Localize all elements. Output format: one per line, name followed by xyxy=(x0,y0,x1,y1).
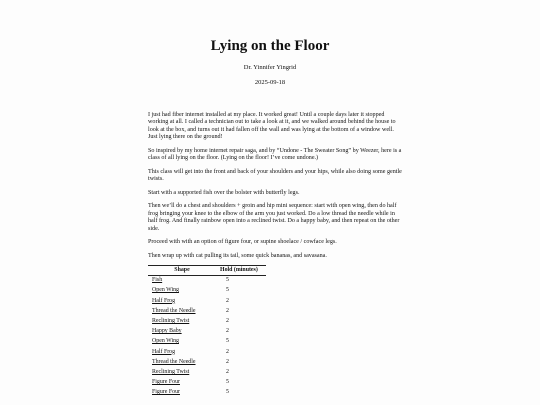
table-row xyxy=(148,327,266,337)
paragraph-sequence: Then we’ll do a chest and shoulders + groin and hip mini sequence: start with open wing, then do half frog bringing your knee to the elbow of the arm you just worked. Do a low thread the needle while in half frog. And finally rainbow open into a reclined twist. Do a happy baby, and then repeat on the other side. xyxy=(148,203,400,232)
hold-value: 5 xyxy=(226,277,229,284)
table-row xyxy=(148,276,266,287)
shape-link[interactable]: Open Wing xyxy=(152,287,179,294)
table-row xyxy=(148,307,266,317)
paragraph-intro: I just had fiber internet installed at my place. It worked great! Until a couple days later it stopped working at all. I called a technician out to take a look at it, and we walked around behind the house to look at the box, and turns out it had fallen off the wall and was lying at the bottom of a window well. Just lying there on the ground! xyxy=(148,112,396,141)
hold-value: 5 xyxy=(226,389,229,396)
column-header-hold: Hold (minutes) xyxy=(216,266,266,276)
hold-value: 2 xyxy=(226,297,229,304)
paragraph-proceed: Proceed with with an option of figure four, or supine shoelace / cowface legs. xyxy=(148,239,337,246)
table-row xyxy=(148,388,266,398)
table-header-row xyxy=(148,266,266,276)
shape-link[interactable]: Happy Baby xyxy=(152,328,182,335)
table-row xyxy=(148,368,266,378)
table-row xyxy=(148,337,266,347)
hold-value: 5 xyxy=(226,379,229,386)
hold-value: 2 xyxy=(226,358,229,365)
paragraph-start: Start with a supported fish over the bolster with butterfly legs. xyxy=(148,189,300,196)
paragraph-wrapup: Then wrap up with cat pulling its tail, some quick bananas, and savasana. xyxy=(148,252,327,259)
author-line: Dr. Yinnifer Yingrid xyxy=(243,64,297,71)
hold-value: 2 xyxy=(226,328,229,335)
shape-link[interactable]: Reclining Twist xyxy=(152,368,190,375)
shape-link[interactable]: Figure Four xyxy=(152,389,180,396)
shape-link[interactable]: Fish xyxy=(152,277,163,284)
hold-value: 5 xyxy=(226,338,229,345)
shape-link[interactable]: Thread the Needle xyxy=(152,358,196,365)
shape-link[interactable]: Reclining Twist xyxy=(152,318,190,325)
shape-link[interactable]: Figure Four xyxy=(152,379,180,386)
shape-link[interactable]: Half Frog xyxy=(152,297,176,304)
shape-link[interactable]: Half Frog xyxy=(152,348,176,355)
hold-value: 2 xyxy=(226,368,229,375)
paragraph-overview: This class will get into the front and back of your shoulders and your hips, while also doing some gentle twists. xyxy=(148,168,402,183)
shape-link[interactable]: Thread the Needle xyxy=(152,307,196,314)
hold-value: 2 xyxy=(226,348,229,355)
paragraph-inspiration: So inspired by my home internet repair saga, and by “Undone - The Sweater Song” by Weezer, here is a class of all lying on the floor. (Lying on the floor! I’ve come undone.) xyxy=(148,147,402,162)
hold-value: 2 xyxy=(226,307,229,314)
table-row xyxy=(148,347,266,357)
article-body xyxy=(148,112,404,398)
page-title: Lying on the Floor xyxy=(210,38,330,54)
table-row xyxy=(148,286,266,296)
table-row xyxy=(148,317,266,327)
shape-hold-table xyxy=(148,265,266,398)
table-row xyxy=(148,378,266,388)
shape-link[interactable]: Open Wing xyxy=(152,338,179,345)
table-row xyxy=(148,296,266,306)
hold-value: 5 xyxy=(226,287,229,294)
date-line: 2025-09-18 xyxy=(254,79,286,86)
table-row xyxy=(148,358,266,368)
column-header-shape: Shape xyxy=(148,266,216,276)
hold-value: 2 xyxy=(226,318,229,325)
